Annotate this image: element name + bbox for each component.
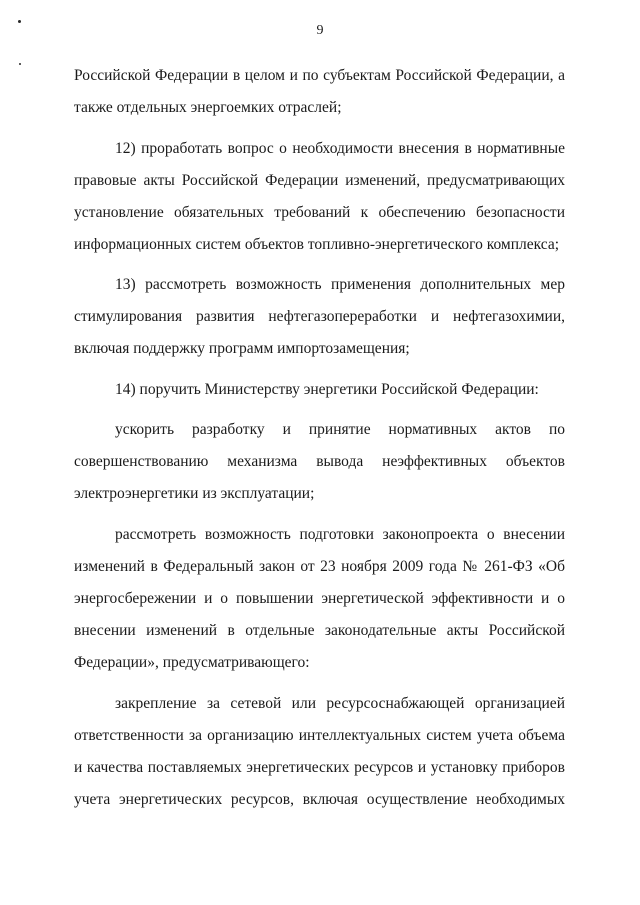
paragraph-item-14: 14) поручить Министерству энергетики Российской Федерации:: [115, 380, 539, 398]
paragraph-item-12: 12) проработать вопрос о необходимости внесения в нормативные правовые акты Российской Федерации изменений, предусматривающих установление обязательных требований к обеспечению безопасности информационных систем объектов топливно-энергетического комплекса;: [74, 139, 565, 253]
paragraph-accelerate-development: ускорить разработку и принятие нормативных актов по совершенствованию механизма вывода неэффективных объектов электроэнергетики из эксплуатации;: [74, 421, 565, 503]
paragraph-draft-law: рассмотреть возможность подготовки законопроекта о внесении изменений в Федеральный закон от 23 ноября 2009 года № 261-ФЗ «Об энергосбережении и о повышении энергетической эффективности и о внесении изменений в отдельные законодательные акты Российской Федерации», предусматривающего:: [74, 525, 565, 671]
document-body: [74, 60, 565, 816]
scan-speck: [19, 63, 21, 65]
paragraph-energy-sectors: Российской Федерации в целом и по субъектам Российской Федерации, а также отдельных энергоемких отраслей;: [74, 67, 565, 116]
paragraph-item-13: 13) рассмотреть возможность применения дополнительных мер стимулирования развития нефтегазопереработки и нефтегазохимии, включая поддержку программ импортозамещения;: [74, 276, 565, 358]
paragraph-metering-responsibility: закрепление за сетевой или ресурсоснабжающей организацией ответственности за организацию интеллектуальных систем учета объема и качества поставляемых энергетических ресурсов и установку приборов учета энергетических ресурсов, включая осуществление необходимых: [74, 694, 565, 808]
page-number: 9: [316, 23, 324, 38]
